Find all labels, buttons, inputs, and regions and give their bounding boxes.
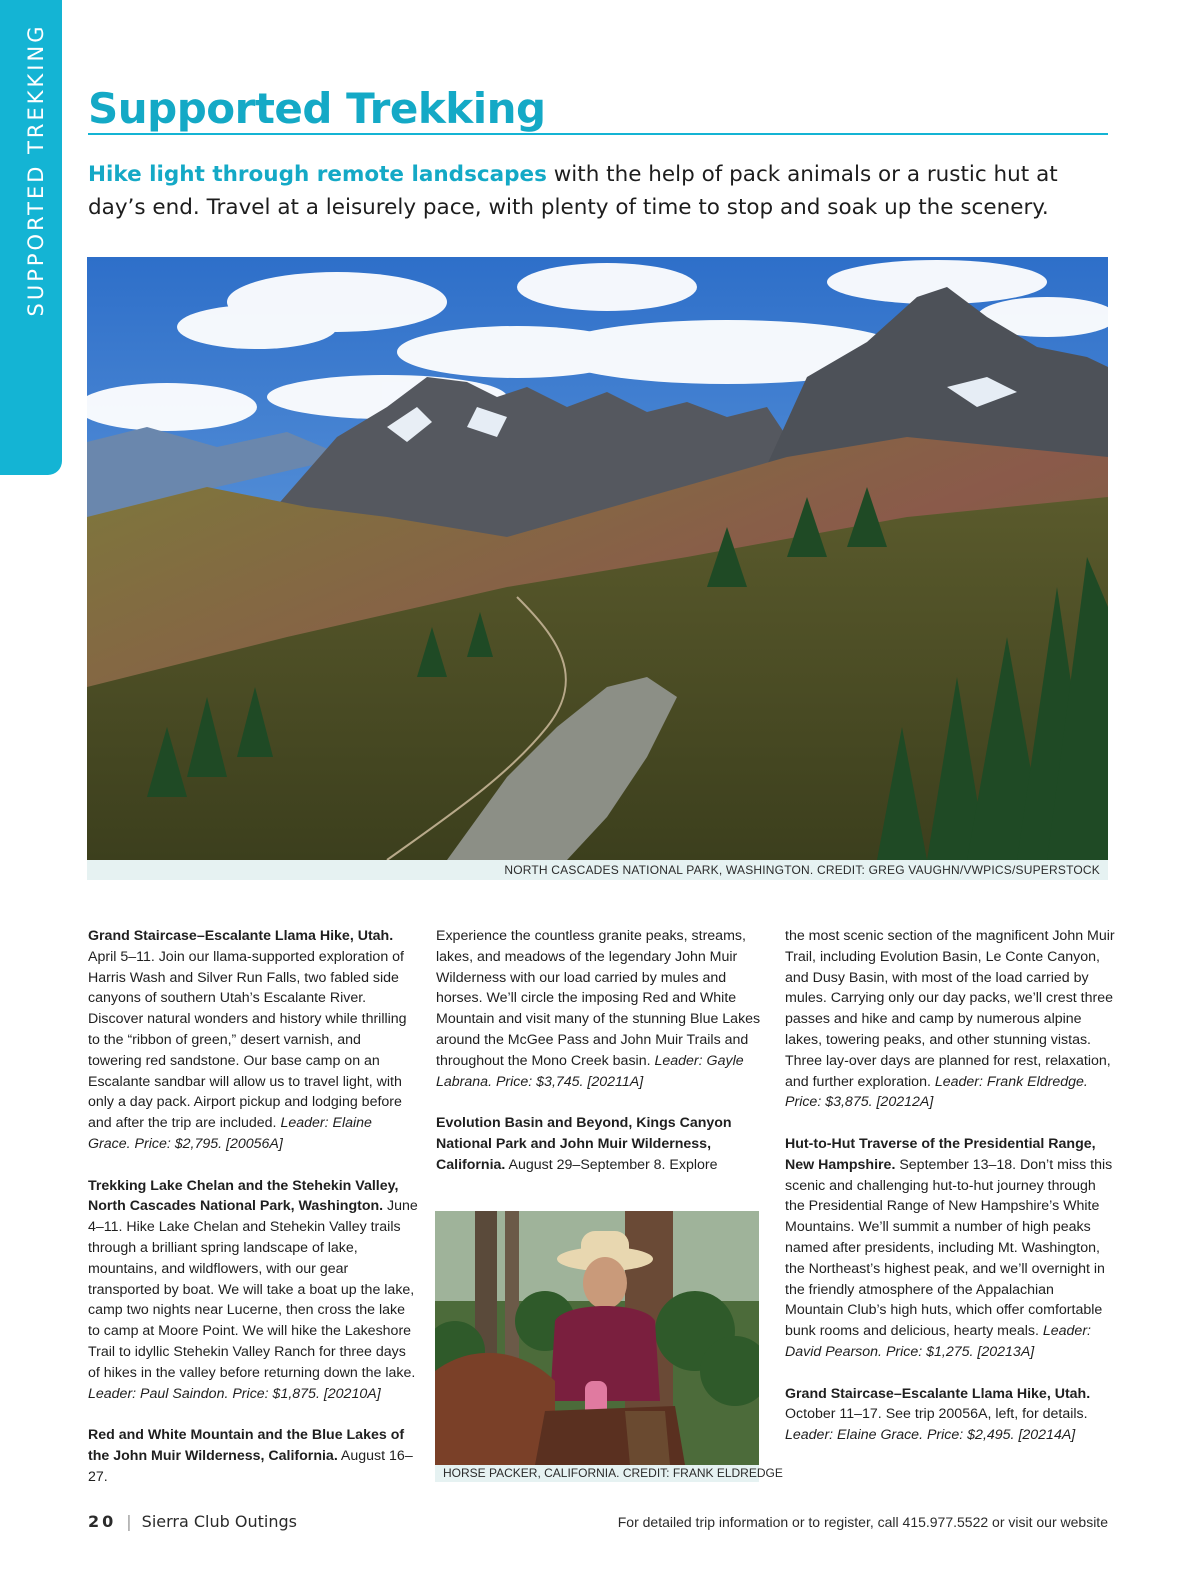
trip-red-white-mountain-cont	[436, 926, 766, 1092]
intro-paragraph	[88, 158, 1118, 224]
inset-photo	[435, 1211, 759, 1465]
trip-description: August 29–September 8. Explore	[505, 1156, 718, 1173]
footer-left	[88, 1512, 297, 1531]
trip-description: April 5–11. Join our llama-supported exploration of Harris Wash and Silver Run Falls, two fabled side canyons of southern Utah’s Escalante River. Discover natural wonders and history while thrilling to the “ribbon of green,” desert varnish, and towering red sandstone. Our base camp on an Escalante sandbar will allow us to travel light, with only a day pack. Airport pickup and lodging before and after the trip are included.	[88, 948, 407, 1132]
trip-title: Red and White Mountain and the Blue Lakes of the John Muir Wilderness, California.	[88, 1427, 405, 1464]
trip-leader-price: Leader: David Pearson. Price: $1,275. [20213A]	[785, 1323, 1091, 1360]
page-title: Supported Trekking	[88, 84, 546, 133]
trip-description: the most scenic section of the magnificent John Muir Trail, including Evolution Basin, Le Conte Canyon, and Dusy Basin, with most of the load carried by mules. Carrying only our day packs, we’ll crest three passes and hike and camp by numerous alpine lakes, towering peaks, and other stunning vistas. Three lay-over days are planned for rest, relaxation, and further exploration.	[785, 928, 1115, 1090]
trip-leader-price: Leader: Elaine Grace. Price: $2,795. [20056A]	[88, 1115, 372, 1152]
page-number: 20	[88, 1512, 117, 1531]
hero-caption-bar	[87, 860, 1108, 880]
trip-title: Evolution Basin and Beyond, Kings Canyon National Park and John Muir Wilderness, California.	[436, 1115, 732, 1173]
trip-presidential-range	[785, 1134, 1115, 1363]
column-1	[88, 926, 418, 1508]
trip-grand-staircase-spring	[88, 926, 418, 1155]
trip-title: Hut-to-Hut Traverse of the Presidential Range, New Hampshire.	[785, 1135, 1096, 1173]
intro-text: with the help of pack animals or a rustic hut at day’s end. Travel at a leisurely pace, with plenty of time to stop and soak up the scenery.	[88, 162, 1058, 220]
trip-red-white-mountain-start	[88, 1425, 418, 1487]
intro-highlight: Hike light through remote landscapes	[88, 162, 547, 187]
column-2	[436, 926, 766, 1196]
publication-name: Sierra Club Outings	[141, 1512, 297, 1531]
trip-evolution-basin-start	[436, 1113, 766, 1175]
trip-title: Grand Staircase–Escalante Llama Hike, Utah.	[88, 928, 394, 944]
trip-description: October 11–17. See trip 20056A, left, for details.	[785, 1406, 1088, 1423]
trip-description: August 16–27.	[88, 1447, 413, 1485]
trip-grand-staircase-fall	[785, 1384, 1115, 1446]
trip-description: September 13–18. Don’t miss this scenic and challenging hut-to-hut journey through the Presidential Range of New Hampshire’s White Mountains. We’ll summit a number of high peaks named after presidents, including Mt. Washington, the Northeast’s highest peak, and we’ll overnight in the friendly atmosphere of the Appalachian Mountain Club’s high huts, which offer comfortable bunk rooms and delicious, hearty meals.	[785, 1156, 1113, 1340]
trip-title: Grand Staircase–Escalante Llama Hike, Utah.	[785, 1385, 1091, 1402]
trip-leader-price: Leader: Frank Eldredge. Price: $3,875. [20212A]	[785, 1073, 1088, 1111]
trip-leader-price: Leader: Gayle Labrana. Price: $3,745. [20211A]	[436, 1052, 744, 1090]
trip-leader-price: Leader: Paul Saindon. Price: $1,875. [20210A]	[88, 1385, 381, 1402]
trip-evolution-basin-cont	[785, 926, 1115, 1113]
hero-photo-caption: NORTH CASCADES NATIONAL PARK, WASHINGTON. CREDIT: GREG VAUGHN/VWPICS/SUPERSTOCK	[504, 863, 1100, 877]
hero-photo	[87, 257, 1108, 860]
footer-separator: |	[126, 1512, 132, 1531]
trip-title: Trekking Lake Chelan and the Stehekin Valley, North Cascades National Park, Washington.	[88, 1177, 399, 1215]
inset-photo-caption: HORSE PACKER, CALIFORNIA. CREDIT: FRANK ELDREDGE	[443, 1466, 783, 1480]
trip-description: Experience the countless granite peaks, streams, lakes, and meadows of the legendary John Muir Wilderness with our load carried by mules and horses. We’ll circle the imposing Red and White Mountain and visit many of the stunning Blue Lakes around the McGee Pass and John Muir Trails and throughout the Mono Creek basin.	[436, 928, 761, 1069]
inset-caption-bar	[435, 1465, 783, 1482]
side-tab-label: SUPPORTED TREKKING	[24, 23, 48, 317]
column-3	[785, 926, 1115, 1467]
trip-description: June 4–11. Hike Lake Chelan and Stehekin Valley trails through a brilliant spring landscape of lake, mountains, and wildflowers, with our gear transported by boat. We will take a boat up the lake, camp two nights near Lucerne, then cross the lake to camp at Moore Point. We will hike the Lakeshore Trail to idyllic Stehekin Valley Ranch for three days of hikes in the valley before returning down the lake.	[88, 1198, 418, 1381]
mountain-landscape-image	[87, 257, 1108, 860]
side-tab	[0, 0, 62, 475]
title-divider	[88, 133, 1108, 135]
horse-packer-image	[435, 1211, 759, 1465]
trip-leader-price: Leader: Elaine Grace. Price: $2,495. [20214A]	[785, 1427, 1076, 1444]
footer-contact: For detailed trip information or to register, call 415.977.5522 or visit our website	[617, 1514, 1108, 1530]
trip-lake-chelan	[88, 1176, 418, 1405]
